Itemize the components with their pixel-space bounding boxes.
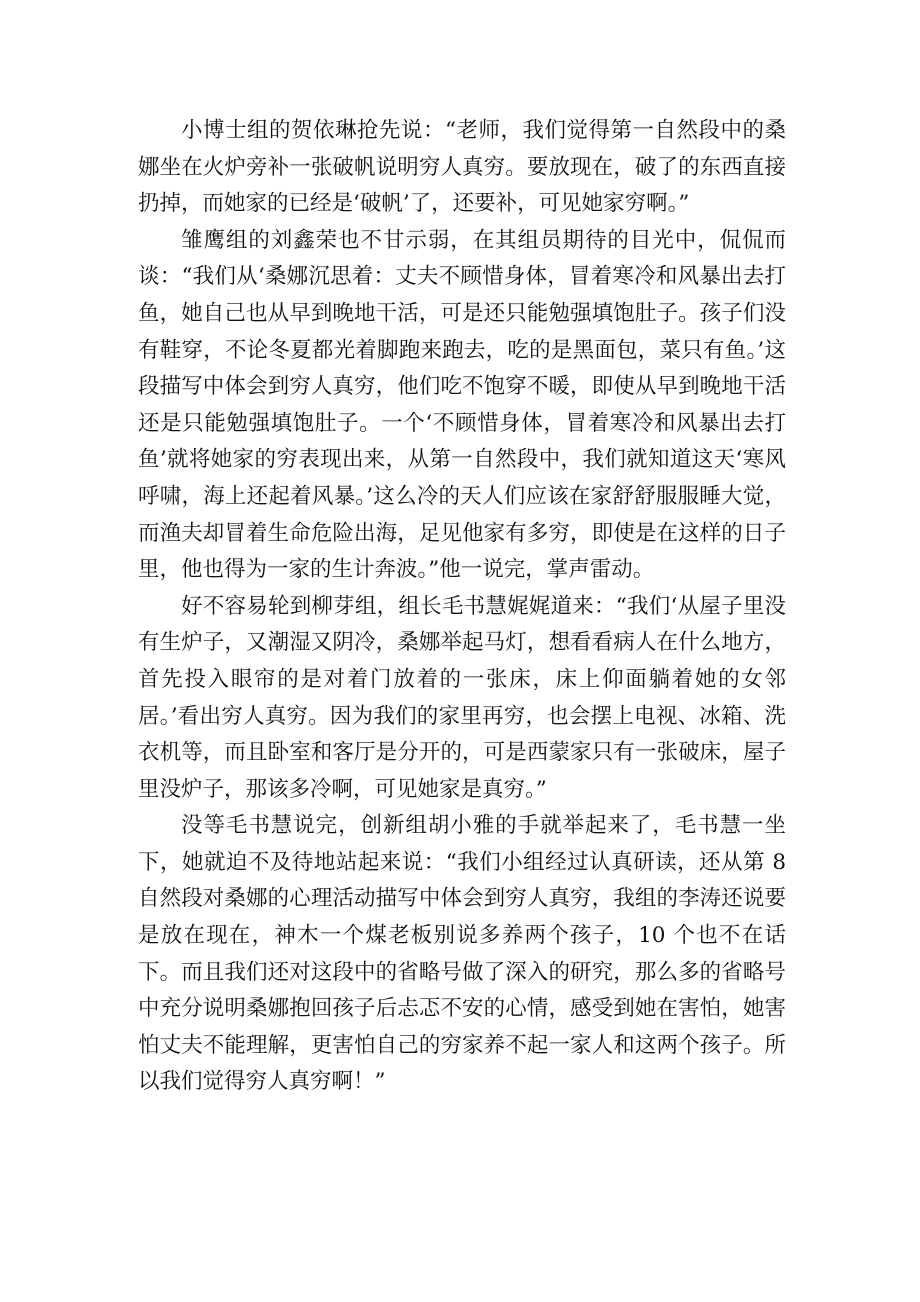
document-body xyxy=(138,113,786,1101)
paragraph-2: 雏鹰组的刘鑫荣也不甘示弱，在其组员期待的目光中，侃侃而谈：“我们从‘桑娜沉思着：丈夫不顾惜身体，冒着寒冷和风暴出去打鱼，她自己也从早到晚地干活，可是还只能勉强填饱肚子。孩子们没有鞋穿，不论冬夏都光着脚跑来跑去，吃的是黑面包，菜只有鱼。’这段描写中体会到穷人真穷，他们吃不饱穿不暖，即使从早到晚地干活还是只能勉强填饱肚子。一个‘不顾惜身体，冒着寒冷和风暴出去打鱼’就将她家的穷表现出来，从第一自然段中，我们就知道这天‘寒风呼啸，海上还起着风暴。’这么冷的天人们应该在家舒舒服服睡大觉，而渔夫却冒着生命危险出海，足见他家有多穷，即使是在这样的日子里，他也得为一家的生计奔波。”他一说完，掌声雷动。 xyxy=(138,227,786,583)
paragraph-1: 小博士组的贺依琳抢先说：“老师，我们觉得第一自然段中的桑娜坐在火炉旁补一张破帆说明穷人真穷。要放现在，破了的东西直接扔掉，而她家的已经是‘破帆’了，还要补，可见她家穷啊。” xyxy=(138,118,786,217)
paragraph-3: 好不容易轮到柳芽组，组长毛书慧娓娓道来：“我们‘从屋子里没有生炉子，又潮湿又阴冷，桑娜举起马灯，想看看病人在什么地方，首先投入眼帘的是对着门放着的一张床，床上仰面躺着她的女邻居。’看出穷人真穷。因为我们的家里再穷，也会摆上电视、冰箱、洗衣机等，而且卧室和客厅是分开的，可是西蒙家只有一张破床，屋子里没炉子，那该多冷啊，可见她家是真穷。” xyxy=(138,593,786,802)
paragraph-4: 没等毛书慧说完，创新组胡小雅的手就举起来了，毛书慧一坐下，她就迫不及待地站起来说：“我们小组经过认真研读，还从第 8 自然段对桑娜的心理活动描写中体会到穷人真穷，我组的李涛还说要是放在现在，神木一个煤老板别说多养两个孩子，10 个也不在话下。而且我们还对这段中的省略号做了深入的研究，那么多的省略号中充分说明桑娜抱回孩子后忐忑不安的心情，感受到她在害怕，她害怕丈夫不能理解，更害怕自己的穷家养不起一家人和这两个孩子。所以我们觉得穷人真穷啊！” xyxy=(138,813,786,1095)
